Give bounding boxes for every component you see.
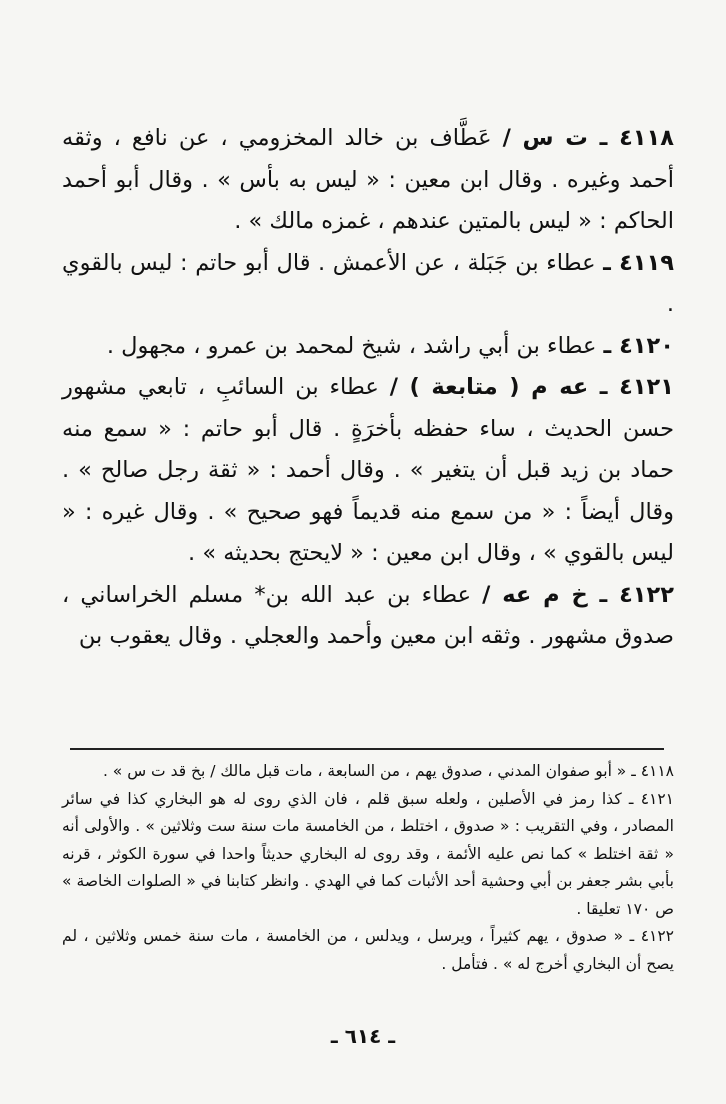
footnote-4118: ٤١١٨ ـ « أبو صفوان المدني ، صدوق يهم ، من السابعة ، مات قبل مالك / بخ قد ت س » . bbox=[102, 762, 674, 780]
entry-text: عطاء بن أبي راشد ، شيخ لمحمد بن عمرو ، مجهول . bbox=[106, 332, 604, 359]
footnote-4122: ٤١٢٢ ـ « صدوق ، يهم كثيراً ، ويرسل ، ويدلس ، من الخامسة ، مات سنة خمس وثلاثين ، لم يصح أن البخاري أخرج له » . فتأمل . bbox=[62, 927, 674, 973]
entry-4120 bbox=[62, 326, 674, 368]
entry-text: عطاء بن عبد الله بن* مسلم الخراساني ، صدوق مشهور . وثقه ابن معين وأحمد والعجلي . وقال يعقوب بن bbox=[62, 581, 674, 649]
entry-number: ٤١٢٢ ـ خ م عه / bbox=[482, 581, 674, 608]
entry-text: عَطَّاف بن خالد المخزومي ، عن نافع ، وثقه أحمد وغيره . وقال ابن معين : « ليس به بأس » . وقال أبو أحمد الحاكم : « ليس بالمتين عندهم ، غمزه مالك » . bbox=[62, 125, 674, 234]
entry-4122 bbox=[62, 575, 674, 658]
footnote-divider bbox=[70, 748, 664, 750]
footnote-4121: ٤١٢١ ـ كذا رمز في الأصلين ، ولعله سبق قلم ، فان الذي روى له هو البخاري كذا في سائر المصادر ، وفي التقريب : « صدوق ، اختلط ، من الخامسة مات سنة ست وثلاثين » . والأولى أنه « ثقة اختلط » كما نص عليه الأئمة ، وقد روى له البخاري حديثاً واحدا في سورة الكوثر ، قرنه بأبي بشر جعفر بن أبي وحشية أحد الأثبات كما في الهدي . وانظر كتابنا في « الصلوات الخاصة » ص ١٧٠ تعليقا . bbox=[62, 789, 674, 918]
main-text bbox=[62, 118, 674, 658]
entry-number: ٤١٢٠ ـ bbox=[603, 332, 674, 359]
entry-4121 bbox=[62, 367, 674, 575]
entry-number: ٤١١٩ ـ bbox=[603, 249, 674, 276]
page-number: ـ ٦١٤ ـ bbox=[330, 1024, 396, 1048]
entry-number: ٤١١٨ ـ ت س / bbox=[502, 125, 674, 151]
entry-4118 bbox=[62, 118, 674, 243]
entry-text: عطاء بن جَبَلة ، عن الأعمش . قال أبو حاتم : ليس بالقوي . bbox=[62, 249, 674, 317]
footnotes bbox=[62, 758, 674, 978]
entry-4119 bbox=[62, 243, 674, 326]
entry-number: ٤١٢١ ـ عه م ( متابعة ) / bbox=[389, 374, 675, 400]
entry-text: عطاء بن السائبِ ، تابعي مشهور حسن الحديث ، ساء حفظه بأخرَةٍ . قال أبو حاتم : « سمع منه حماد بن زيد قبل أن يتغير » . وقال أحمد : « ثقة رجل صالح » . وقال أيضاً : « من سمع منه قديماً فهو صحيح » . وقال غيره : « ليس بالقوي » ، وقال ابن معين : « لايحتج بحديثه » . bbox=[62, 374, 674, 566]
